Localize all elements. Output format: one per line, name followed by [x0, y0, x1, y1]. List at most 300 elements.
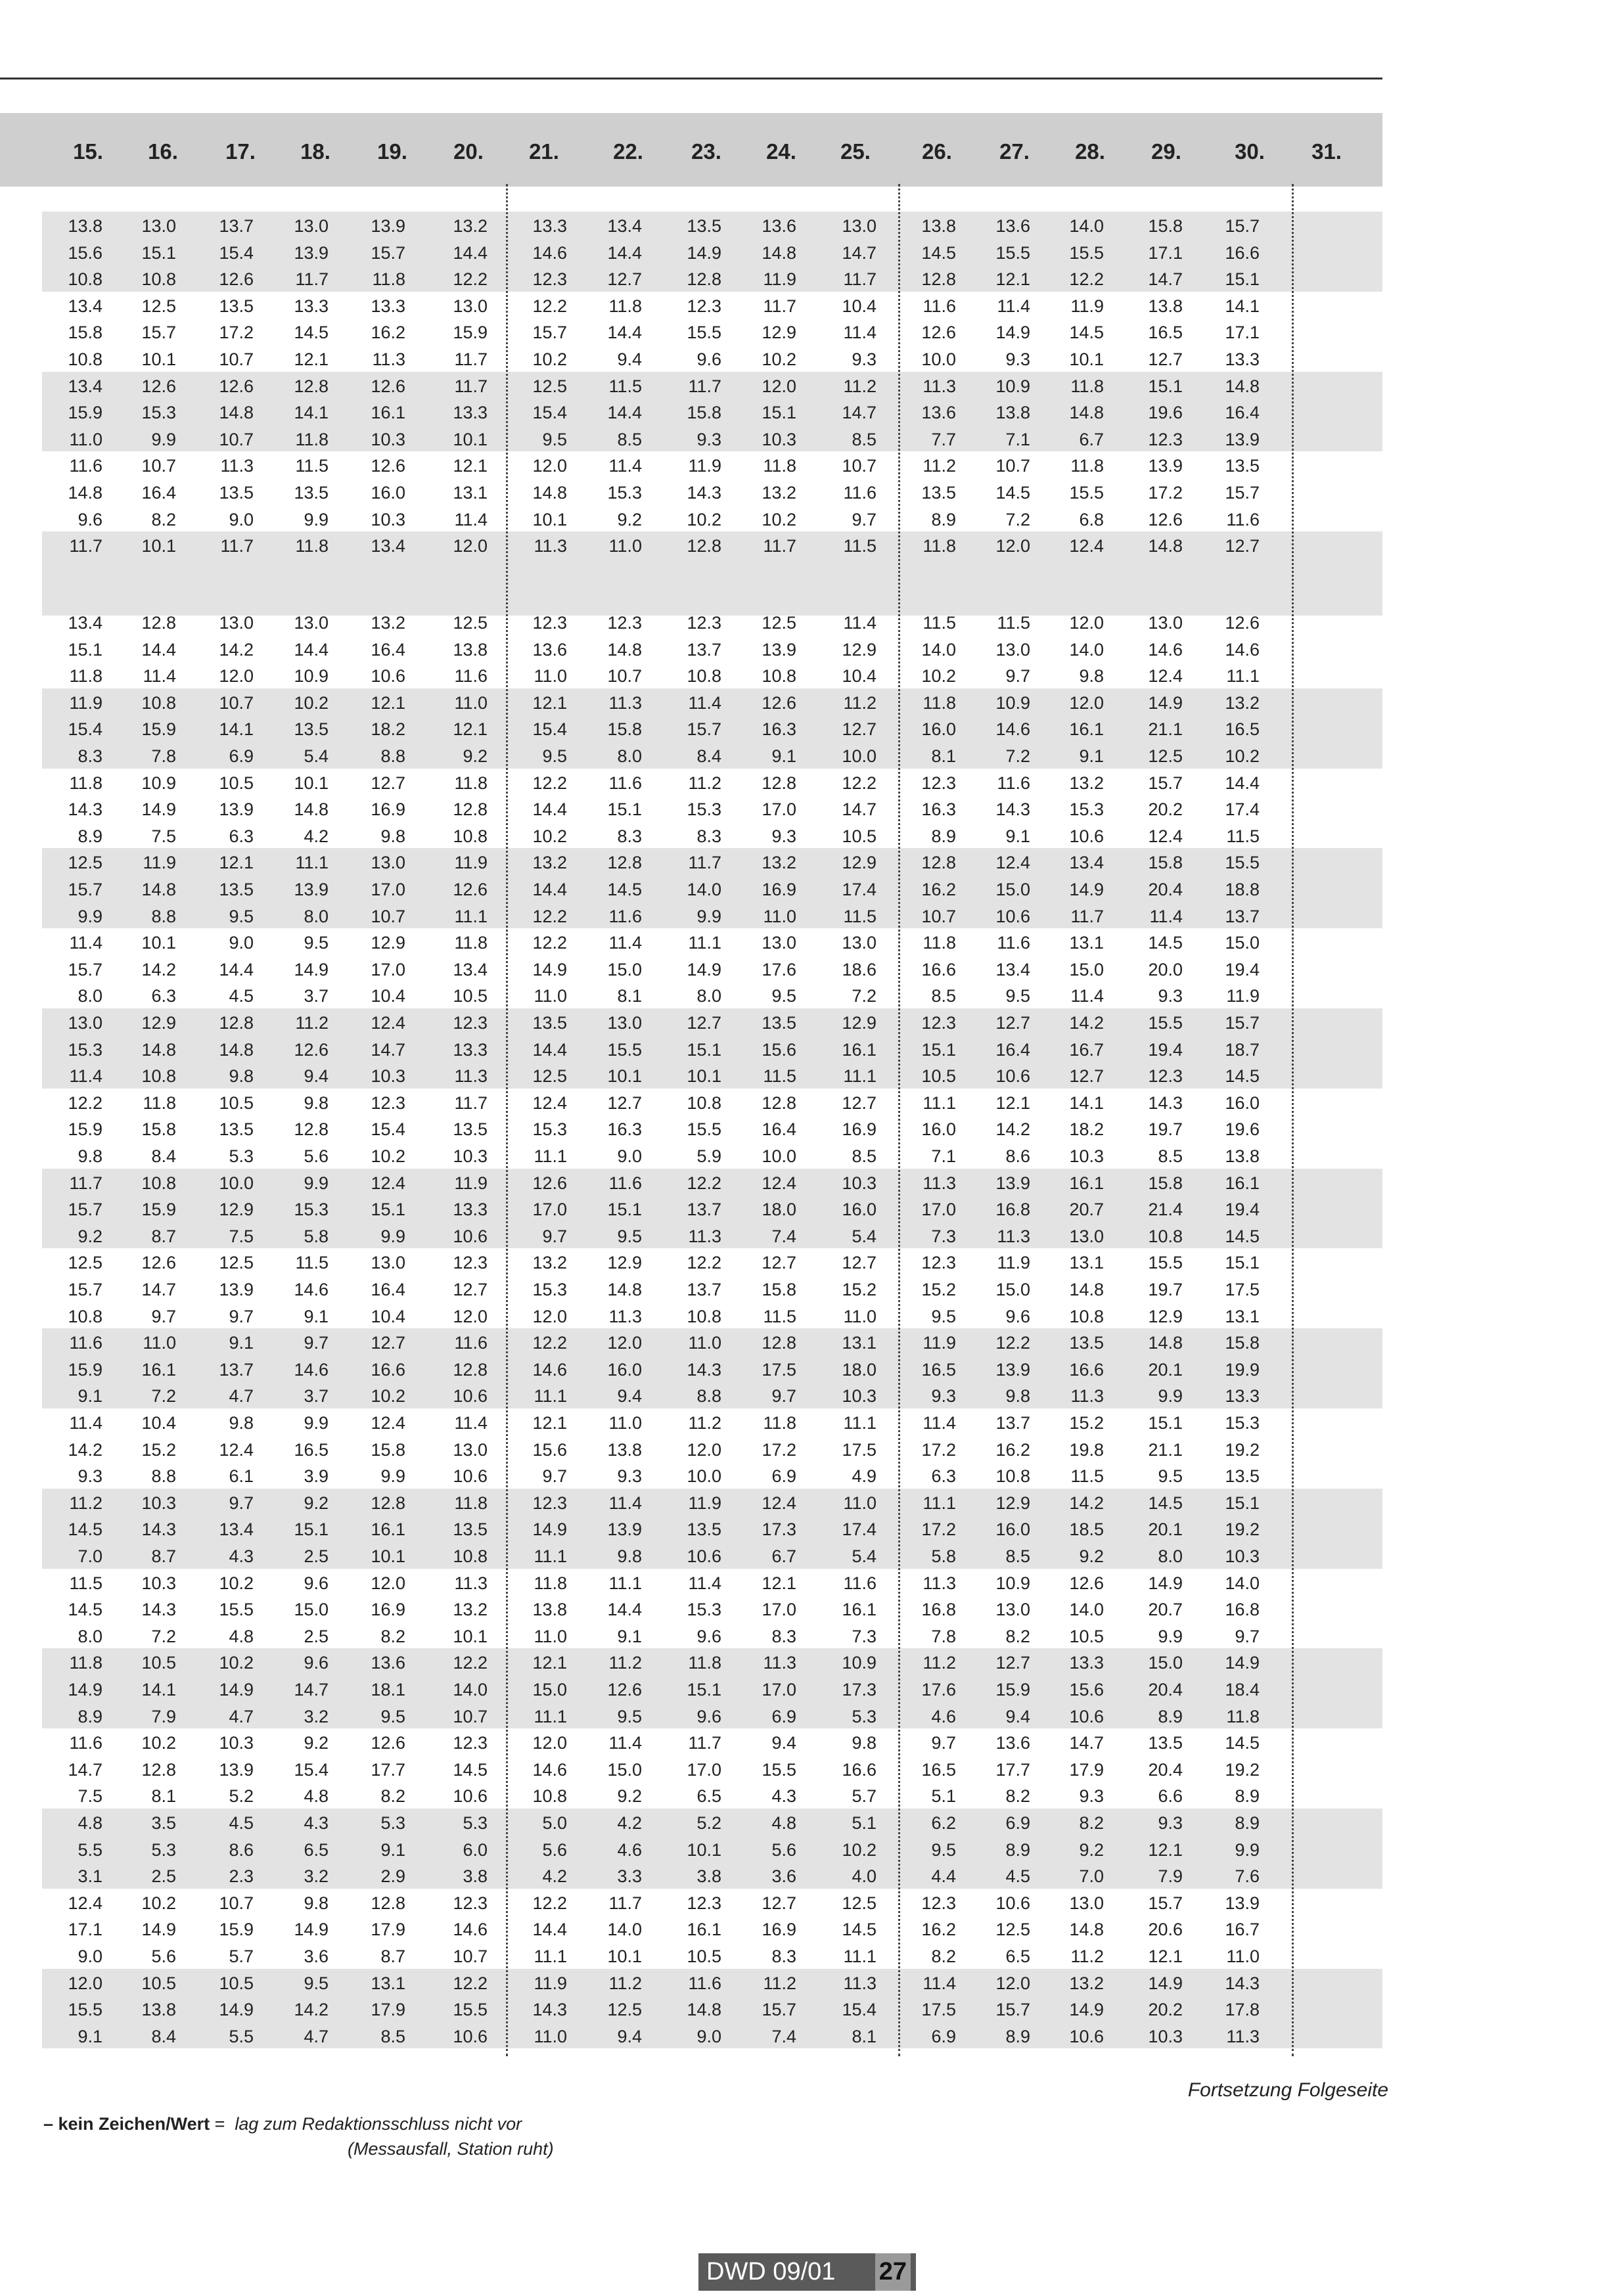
table-cell: 5.7 — [852, 1786, 877, 1807]
table-cell: 15.0 — [1148, 1653, 1183, 1673]
table-cell: 4.5 — [229, 1813, 254, 1833]
table-cell: 13.4 — [453, 959, 488, 979]
table-cell: 15.1 — [762, 403, 796, 423]
table-cell: 11.0 — [843, 1493, 877, 1513]
table-cell: 10.1 — [532, 509, 567, 529]
table-cell: 14.4 — [532, 799, 567, 820]
table-cell: 14.1 — [1225, 296, 1260, 316]
table-cell: 10.7 — [842, 456, 877, 476]
table-cell: 11.1 — [608, 1573, 642, 1593]
table-cell: 15.2 — [141, 1439, 176, 1460]
table-cell: 3.5 — [151, 1813, 176, 1833]
table-cell: 10.5 — [219, 773, 254, 793]
table-cell: 15.8 — [1148, 1173, 1183, 1193]
table-cell: 14.6 — [1225, 639, 1260, 660]
table-cell: 9.1 — [1005, 826, 1030, 846]
table-cell: 15.6 — [762, 1039, 796, 1060]
table-cell: 12.4 — [371, 1013, 405, 1033]
table-cell: 12.6 — [607, 1680, 642, 1699]
table-cell: 14.3 — [1225, 1973, 1260, 1993]
table-cell: 11.4 — [843, 613, 877, 633]
table-cell: 14.2 — [1069, 1493, 1104, 1513]
table-cell: 9.3 — [617, 1466, 642, 1487]
table-cell: 6.6 — [1158, 1786, 1183, 1807]
page-number: 27 — [875, 2253, 911, 2291]
table-cell: 14.9 — [294, 1920, 329, 1940]
table-cell: 10.1 — [453, 1626, 488, 1646]
table-cell: 10.3 — [1069, 1146, 1104, 1166]
table-cell: 6.3 — [931, 1466, 956, 1487]
table-cell: 13.3 — [1069, 1653, 1104, 1673]
table-cell: 11.9 — [688, 1493, 721, 1513]
table-cell: 13.7 — [687, 639, 721, 660]
table-cell: 3.2 — [304, 1866, 329, 1887]
table-cell: 17.5 — [762, 1359, 796, 1380]
legend-key: – kein Zeichen/Wert — [43, 2114, 210, 2134]
table-cell: 8.3 — [78, 746, 102, 766]
table-cell: 16.1 — [1069, 1173, 1104, 1193]
table-cell: 10.8 — [68, 349, 102, 369]
table-cell: 16.7 — [1069, 1039, 1104, 1060]
table-cell: 9.5 — [229, 906, 254, 926]
table-cell: 11.4 — [997, 296, 1030, 316]
table-cell: 6.9 — [229, 746, 254, 766]
table-cell: 8.2 — [931, 1947, 956, 1966]
table-cell: 11.3 — [922, 1173, 956, 1193]
table-cell: 11.0 — [534, 2026, 567, 2046]
table-cell: 8.9 — [931, 826, 956, 846]
table-cell: 7.5 — [78, 1786, 102, 1807]
table-cell: 13.5 — [294, 719, 329, 740]
table-cell: 5.6 — [542, 1839, 567, 1860]
table-cell: 15.7 — [68, 880, 102, 899]
table-cell: 9.7 — [931, 1733, 956, 1753]
table-cell: 13.2 — [1225, 692, 1260, 713]
table-cell: 14.7 — [1148, 269, 1183, 290]
table-cell: 12.8 — [687, 536, 721, 556]
table-cell: 10.7 — [453, 1706, 488, 1726]
table-cell: 11.9 — [922, 1333, 956, 1353]
table-cell: 8.3 — [771, 1947, 796, 1966]
table-cell: 11.0 — [608, 1413, 642, 1433]
table-cell: 8.0 — [696, 986, 721, 1006]
table-cell: 16.9 — [371, 799, 405, 820]
table-cell: 14.9 — [995, 323, 1030, 343]
table-cell: 12.6 — [219, 376, 254, 396]
table-cell: 14.3 — [532, 2000, 567, 2020]
table-cell: 8.6 — [229, 1839, 254, 1860]
table-cell: 14.6 — [995, 719, 1030, 740]
table-cell: 12.9 — [842, 853, 877, 873]
table-cell: 12.5 — [532, 376, 567, 396]
table-cell: 14.7 — [842, 403, 877, 423]
table-cell: 15.1 — [1225, 1493, 1260, 1513]
table-cell: 12.0 — [453, 536, 488, 556]
table-cell: 9.5 — [617, 1706, 642, 1726]
table-cell: 6.7 — [771, 1546, 796, 1566]
table-cell: 11.4 — [69, 933, 102, 953]
table-cell: 13.5 — [1148, 1733, 1183, 1753]
table-cell: 16.6 — [1069, 1359, 1104, 1380]
table-cell: 14.2 — [294, 2000, 329, 2020]
table-cell: 11.3 — [534, 536, 567, 556]
table-cell: 14.5 — [921, 242, 956, 263]
table-cell: 17.6 — [921, 1680, 956, 1699]
table-cell: 12.1 — [532, 1413, 567, 1433]
table-cell: 3.8 — [696, 1866, 721, 1887]
table-cell: 13.5 — [1225, 1466, 1260, 1487]
table-cell: 9.8 — [229, 1066, 254, 1087]
table-cell: 19.7 — [1148, 1119, 1183, 1140]
table-cell: 11.4 — [688, 1573, 721, 1593]
table-cell: 12.5 — [842, 1893, 877, 1913]
table-cell: 11.5 — [1070, 1466, 1104, 1487]
table-cell: 11.6 — [688, 1973, 721, 1993]
table-cell: 5.3 — [463, 1813, 488, 1833]
table-cell: 13.3 — [453, 1039, 488, 1060]
table-cell: 11.5 — [295, 456, 329, 476]
table-cell: 13.8 — [68, 216, 102, 236]
table-cell: 8.4 — [151, 2026, 176, 2046]
table-cell: 9.0 — [696, 2026, 721, 2046]
table-cell: 9.4 — [617, 2026, 642, 2046]
table-cell: 15.4 — [842, 2000, 877, 2020]
table-cell: 12.3 — [453, 1013, 488, 1033]
table-cell: 8.0 — [78, 986, 102, 1006]
table-cell: 12.9 — [995, 1493, 1030, 1513]
table-cell: 12.1 — [1148, 1947, 1183, 1966]
table-cell: 9.6 — [696, 1706, 721, 1726]
table-cell: 16.3 — [762, 719, 796, 740]
table-cell: 12.6 — [141, 1253, 176, 1273]
table-cell: 7.3 — [852, 1626, 877, 1646]
table-cell: 16.5 — [921, 1759, 956, 1780]
table-cell: 11.8 — [143, 1092, 176, 1113]
table-cell: 12.4 — [995, 853, 1030, 873]
table-cell: 13.0 — [762, 933, 796, 953]
table-cell: 14.9 — [1069, 2000, 1104, 2020]
table-cell: 11.9 — [1070, 296, 1104, 316]
table-cell: 13.5 — [687, 216, 721, 236]
table-cell: 6.9 — [771, 1706, 796, 1726]
table-cell: 18.5 — [1069, 1519, 1104, 1540]
table-cell: 5.1 — [931, 1786, 956, 1807]
table-cell: 10.2 — [532, 349, 567, 369]
table-cell: 9.5 — [771, 986, 796, 1006]
table-cell: 9.6 — [696, 1626, 721, 1646]
table-cell: 12.2 — [532, 1893, 567, 1913]
table-cell: 11.7 — [220, 536, 254, 556]
table-cell: 13.3 — [1225, 349, 1260, 369]
table-cell: 5.4 — [852, 1226, 877, 1246]
table-cell: 17.0 — [687, 1759, 721, 1780]
table-cell: 13.5 — [219, 880, 254, 899]
table-cell: 19.4 — [1225, 959, 1260, 979]
table-cell: 14.4 — [141, 639, 176, 660]
table-cell: 10.1 — [607, 1066, 642, 1087]
table-cell: 9.0 — [617, 1146, 642, 1166]
table-cell: 12.3 — [371, 1092, 405, 1113]
table-cell: 9.9 — [1235, 1839, 1260, 1860]
table-cell: 10.2 — [219, 1573, 254, 1593]
table-cell: 14.9 — [1148, 1973, 1183, 1993]
table-cell: 12.0 — [453, 1306, 488, 1326]
table-cell: 13.0 — [607, 1013, 642, 1033]
table-cell: 20.6 — [1148, 1920, 1183, 1940]
table-cell: 10.2 — [141, 1733, 176, 1753]
table-cell: 13.9 — [219, 1759, 254, 1780]
table-cell: 20.7 — [1069, 1200, 1104, 1220]
table-cell: 14.0 — [607, 1920, 642, 1940]
table-cell: 14.9 — [1148, 1573, 1183, 1593]
table-cell: 11.0 — [69, 429, 102, 449]
table-cell: 17.0 — [921, 1200, 956, 1220]
table-cell: 20.4 — [1148, 1759, 1183, 1780]
table-cell: 9.4 — [617, 1386, 642, 1407]
table-cell: 12.7 — [453, 1280, 488, 1299]
table-cell: 8.2 — [380, 1786, 405, 1807]
table-cell: 4.5 — [229, 986, 254, 1006]
table-cell: 13.1 — [842, 1333, 877, 1353]
table-cell: 10.6 — [371, 666, 405, 687]
table-cell: 10.0 — [687, 1466, 721, 1487]
table-cell: 11.5 — [922, 613, 956, 633]
table-cell: 14.7 — [141, 1280, 176, 1299]
table-cell: 13.0 — [294, 613, 329, 633]
table-cell: 8.2 — [1005, 1786, 1030, 1807]
table-cell: 11.7 — [763, 536, 796, 556]
table-cell: 11.4 — [1149, 906, 1183, 926]
table-cell: 13.5 — [762, 1013, 796, 1033]
table-cell: 14.1 — [294, 403, 329, 423]
table-cell: 10.7 — [995, 456, 1030, 476]
table-cell: 8.1 — [931, 746, 956, 766]
table-cell: 10.3 — [371, 509, 405, 529]
table-cell: 18.0 — [842, 1359, 877, 1380]
table-cell: 11.8 — [688, 1653, 721, 1673]
table-cell: 15.3 — [1225, 1413, 1260, 1433]
table-cell: 10.8 — [141, 269, 176, 290]
table-cell: 12.7 — [687, 1013, 721, 1033]
table-cell: 12.0 — [532, 1733, 567, 1753]
table-cell: 14.8 — [1069, 403, 1104, 423]
table-cell: 12.6 — [453, 880, 488, 899]
table-cell: 12.5 — [453, 613, 488, 633]
table-cell: 9.5 — [1158, 1466, 1183, 1487]
table-cell: 16.3 — [921, 799, 956, 820]
table-cell: 11.4 — [69, 1066, 102, 1087]
table-cell: 12.6 — [1148, 509, 1183, 529]
table-cell: 13.7 — [219, 1359, 254, 1380]
table-cell: 13.0 — [453, 1439, 488, 1460]
table-cell: 14.8 — [219, 1039, 254, 1060]
table-cell: 9.1 — [78, 1386, 102, 1407]
table-cell: 16.2 — [921, 880, 956, 899]
table-cell: 19.6 — [1225, 1119, 1260, 1140]
table-cell: 14.4 — [607, 403, 642, 423]
table-cell: 13.0 — [371, 853, 405, 873]
table-cell: 13.4 — [68, 376, 102, 396]
table-cell: 11.0 — [534, 1626, 567, 1646]
table-cell: 12.0 — [687, 1439, 721, 1460]
table-cell: 17.4 — [842, 880, 877, 899]
table-cell: 11.4 — [688, 692, 721, 713]
table-cell: 12.9 — [762, 323, 796, 343]
table-cell: 14.8 — [219, 403, 254, 423]
table-cell: 11.9 — [454, 853, 488, 873]
table-cell: 14.8 — [294, 799, 329, 820]
table-cell: 8.8 — [151, 1466, 176, 1487]
table-cell: 12.2 — [995, 1333, 1030, 1353]
table-cell: 11.5 — [843, 536, 877, 556]
table-cell: 9.7 — [771, 1386, 796, 1407]
table-cell: 11.8 — [1070, 456, 1104, 476]
table-cell: 8.7 — [151, 1546, 176, 1566]
table-cell: 12.1 — [219, 853, 254, 873]
day-header-27: 27. — [999, 139, 1030, 164]
table-cell: 9.7 — [304, 1333, 329, 1353]
table-cell: 10.6 — [995, 1066, 1030, 1087]
table-cell: 11.3 — [763, 1653, 796, 1673]
table-cell: 5.8 — [304, 1226, 329, 1246]
legend-text-2: (Messausfall, Station ruht) — [348, 2139, 554, 2159]
table-cell: 15.1 — [921, 1039, 956, 1060]
table-cell: 8.0 — [1158, 1546, 1183, 1566]
table-cell: 8.5 — [1005, 1546, 1030, 1566]
table-cell: 10.7 — [453, 1947, 488, 1966]
table-cell: 11.0 — [1226, 1947, 1260, 1966]
table-cell: 11.3 — [688, 1226, 721, 1246]
table-cell: 10.3 — [1148, 2026, 1183, 2046]
table-cell: 11.8 — [454, 773, 488, 793]
table-cell: 10.1 — [141, 349, 176, 369]
table-cell: 17.1 — [1148, 242, 1183, 263]
table-cell: 16.1 — [371, 1519, 405, 1540]
table-cell: 10.5 — [219, 1973, 254, 1993]
table-cell: 6.9 — [931, 2026, 956, 2046]
table-cell: 19.2 — [1225, 1439, 1260, 1460]
table-cell: 10.6 — [453, 1466, 488, 1487]
table-cell: 10.1 — [607, 1947, 642, 1966]
table-cell: 13.4 — [68, 296, 102, 316]
table-cell: 12.3 — [921, 1253, 956, 1273]
table-cell: 9.1 — [229, 1333, 254, 1353]
table-cell: 9.1 — [78, 2026, 102, 2046]
table-cell: 10.1 — [687, 1839, 721, 1860]
table-cell: 14.4 — [294, 639, 329, 660]
table-cell: 13.8 — [532, 1600, 567, 1620]
table-cell: 11.6 — [69, 1733, 102, 1753]
table-cell: 16.0 — [921, 1119, 956, 1140]
table-cell: 10.8 — [453, 826, 488, 846]
table-cell: 11.2 — [295, 1013, 329, 1033]
table-cell: 12.8 — [687, 269, 721, 290]
table-cell: 12.3 — [687, 1893, 721, 1913]
table-cell: 15.7 — [1148, 773, 1183, 793]
table-cell: 14.6 — [532, 242, 567, 263]
table-cell: 4.0 — [852, 1866, 877, 1887]
table-cell: 15.9 — [68, 403, 102, 423]
table-cell: 9.9 — [78, 906, 102, 926]
table-cell: 11.3 — [922, 376, 956, 396]
table-cell: 10.2 — [921, 666, 956, 687]
table-cell: 9.2 — [1079, 1546, 1104, 1566]
table-cell: 13.5 — [1225, 456, 1260, 476]
table-cell: 16.0 — [921, 719, 956, 740]
table-cell: 15.2 — [842, 1280, 877, 1299]
table-cell: 7.3 — [931, 1226, 956, 1246]
table-cell: 20.7 — [1148, 1600, 1183, 1620]
day-header-22: 22. — [613, 139, 643, 164]
table-cell: 12.8 — [141, 1759, 176, 1780]
table-cell: 5.3 — [852, 1706, 877, 1726]
table-cell: 13.6 — [921, 403, 956, 423]
table-cell: 16.0 — [842, 1200, 877, 1220]
table-cell: 14.5 — [1225, 1066, 1260, 1087]
table-cell: 15.7 — [1225, 216, 1260, 236]
table-cell: 17.2 — [921, 1439, 956, 1460]
table-cell: 10.2 — [219, 1653, 254, 1673]
table-cell: 9.5 — [304, 1973, 329, 1993]
table-cell: 10.0 — [921, 349, 956, 369]
table-cell: 3.8 — [463, 1866, 488, 1887]
table-cell: 11.0 — [143, 1333, 176, 1353]
table-cell: 20.1 — [1148, 1519, 1183, 1540]
table-cell: 11.5 — [763, 1066, 796, 1087]
table-cell: 4.7 — [229, 1706, 254, 1726]
table-cell: 15.8 — [1225, 1333, 1260, 1353]
table-cell: 16.1 — [842, 1039, 877, 1060]
table-cell: 10.5 — [687, 1947, 721, 1966]
table-cell: 12.5 — [68, 1253, 102, 1273]
table-cell: 13.8 — [607, 1439, 642, 1460]
table-cell: 2.3 — [229, 1866, 254, 1887]
table-cell: 11.8 — [69, 666, 102, 687]
table-cell: 10.2 — [762, 349, 796, 369]
table-cell: 11.0 — [688, 1333, 721, 1353]
table-cell: 12.8 — [921, 269, 956, 290]
table-cell: 10.4 — [842, 296, 877, 316]
table-cell: 12.8 — [453, 1359, 488, 1380]
table-cell: 13.5 — [921, 483, 956, 503]
table-cell: 4.7 — [229, 1386, 254, 1407]
table-cell: 12.5 — [1148, 746, 1183, 766]
table-cell: 12.4 — [1069, 536, 1104, 556]
table-cell: 11.6 — [69, 456, 102, 476]
table-cell: 14.1 — [141, 1680, 176, 1699]
table-cell: 10.3 — [219, 1733, 254, 1753]
table-cell: 13.0 — [1069, 1226, 1104, 1246]
table-cell: 11.7 — [69, 1173, 102, 1193]
table-cell: 17.0 — [762, 799, 796, 820]
table-cell: 16.3 — [607, 1119, 642, 1140]
table-cell: 16.4 — [141, 483, 176, 503]
table-cell: 15.1 — [1148, 376, 1183, 396]
table-cell: 9.8 — [229, 1413, 254, 1433]
table-cell: 10.6 — [1069, 1706, 1104, 1726]
table-cell: 16.0 — [607, 1359, 642, 1380]
table-cell: 9.9 — [696, 906, 721, 926]
table-cell: 9.3 — [1158, 1813, 1183, 1833]
table-cell: 15.4 — [532, 403, 567, 423]
table-cell: 9.5 — [1005, 986, 1030, 1006]
table-cell: 12.0 — [1069, 692, 1104, 713]
table-cell: 12.4 — [371, 1173, 405, 1193]
table-cell: 12.6 — [532, 1173, 567, 1193]
table-cell: 12.0 — [1069, 613, 1104, 633]
table-cell: 10.7 — [219, 349, 254, 369]
table-cell: 15.0 — [1225, 933, 1260, 953]
